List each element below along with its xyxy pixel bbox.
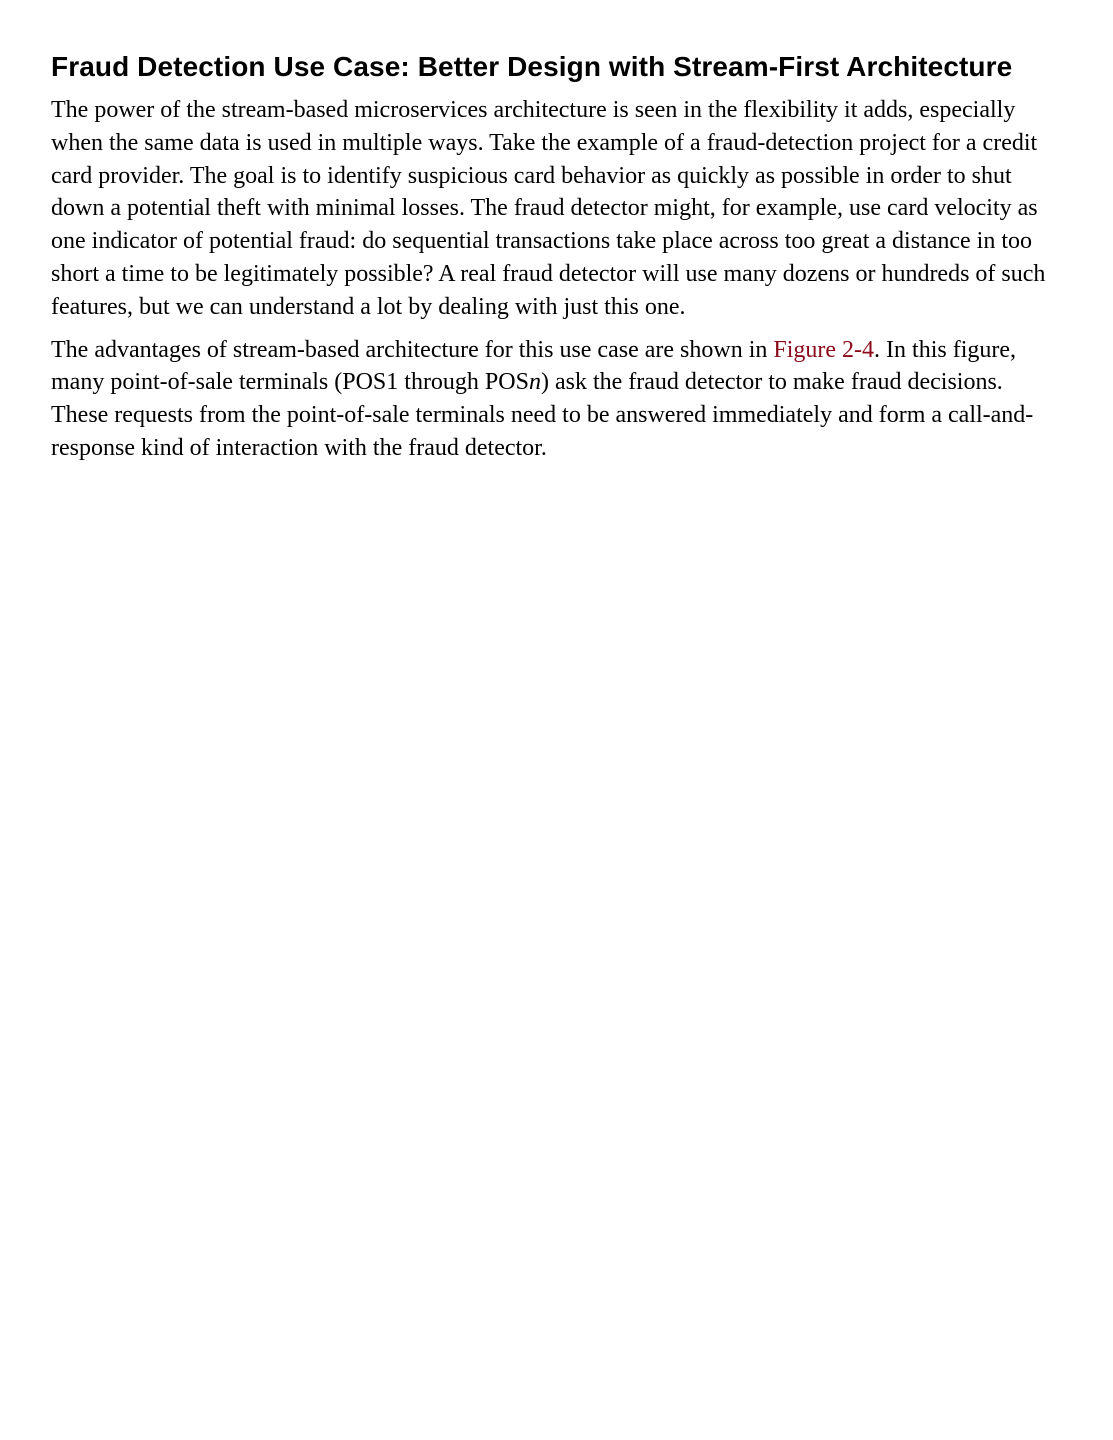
paragraph-2-text-start: The advantages of stream-based architecture for this use case are shown in — [51, 336, 774, 363]
paragraph-2 — [51, 334, 1063, 465]
pos-n-italic: n — [528, 369, 541, 396]
section-heading: Fraud Detection Use Case: Better Design with Stream-First Architecture — [51, 51, 1013, 82]
paragraph-2-text-middle: . In this figure, many point-of-sale terminals (POS1 through POS — [51, 336, 1017, 396]
figure-2-4-link[interactable]: Figure 2-4 — [773, 336, 875, 363]
paragraph-1: The power of the stream-based microservices architecture is seen in the flexibility it adds, especially when the same data is used in multiple ways. Take the example of a fraud-detection project for a credit card provider. The goal is to identify suspicious card behavior as quickly as possible in order to shut down a potential theft with minimal losses. The fraud detector might, for example, use card velocity as one indicator of potential fraud: do sequential transactions take place across too great a distance in too short a time to be legitimately possible? A real fraud detector will use many dozens or hundreds of such features, but we can understand a lot by dealing with just this one. — [51, 97, 1046, 320]
paragraph-2-text-end: ) ask the fraud detector to make fraud decisions. These requests from the point-of-sale terminals need to be answered immediately and form a call-and-response kind of interaction with the fraud detector. — [51, 369, 1034, 461]
